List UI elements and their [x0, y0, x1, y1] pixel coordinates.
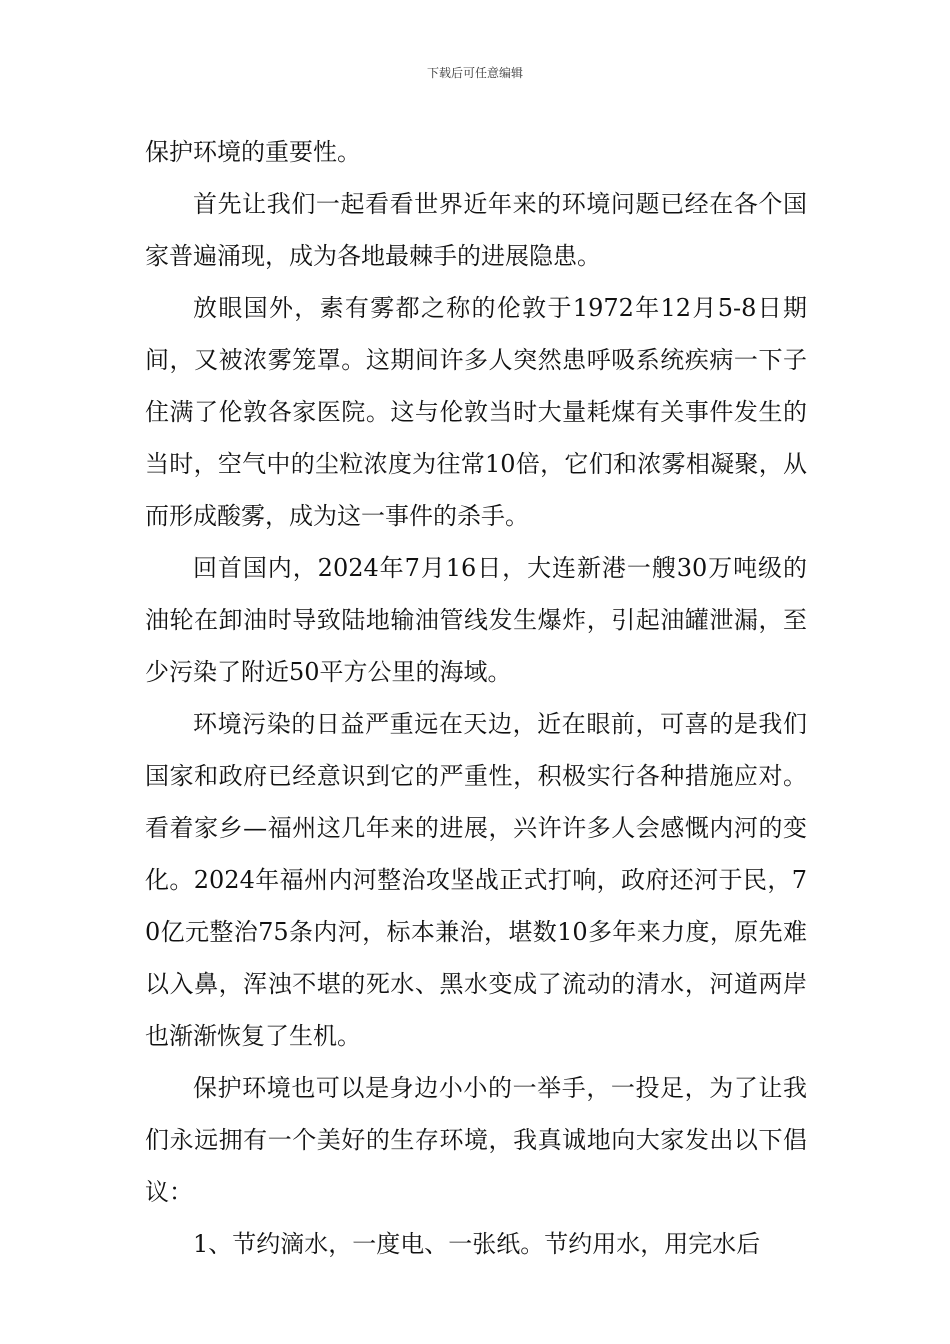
paragraph-4: 回首国内，2024年7月16日，大连新港一艘30万吨级的油轮在卸油时导致陆地输油管线发生爆炸，引起油罐泄漏，至少污染了附近50平方公里的海域。 [145, 554, 807, 686]
paragraph-2: 首先让我们一起看看世界近年来的环境问题已经在各个国家普遍涌现，成为各地最棘手的进展隐患。 [145, 190, 807, 270]
page-header-note: 下载后可任意编辑 [426, 66, 523, 80]
paragraph-5: 环境污染的日益严重远在天边，近在眼前，可喜的是我们国家和政府已经意识到它的严重性，积极实行各种措施应对。看着家乡—福州这几年来的进展，兴许许多人会感慨内河的变化。2024年福州内河整治攻坚战正式打响，政府还河于民，70亿元整治75条内河，标本兼治，堪数10多年来力度，原先难以入鼻，浑浊不堪的死水、黑水变成了流动的清水，河道两岸也渐渐恢复了生机。 [145, 710, 807, 1050]
paragraph-6: 保护环境也可以是身边小小的一举手，一投足，为了让我们永远拥有一个美好的生存环境，我真诚地向大家发出以下倡议： [145, 1074, 807, 1206]
paragraph-1: 保护环境的重要性。 [145, 138, 361, 166]
paragraph-3: 放眼国外，素有雾都之称的伦敦于1972年12月5-8日期间，又被浓雾笼罩。这期间许多人突然患呼吸系统疾病一下子住满了伦敦各家医院。这与伦敦当时大量耗煤有关事件发生的当时，空气中的尘粒浓度为往常10倍，它们和浓雾相凝聚，从而形成酸雾，成为这一事件的杀手。 [145, 294, 807, 530]
document-body [145, 126, 807, 1270]
paragraph-7: 1、节约滴水，一度电、一张纸。节约用水，用完水后 [193, 1230, 761, 1258]
